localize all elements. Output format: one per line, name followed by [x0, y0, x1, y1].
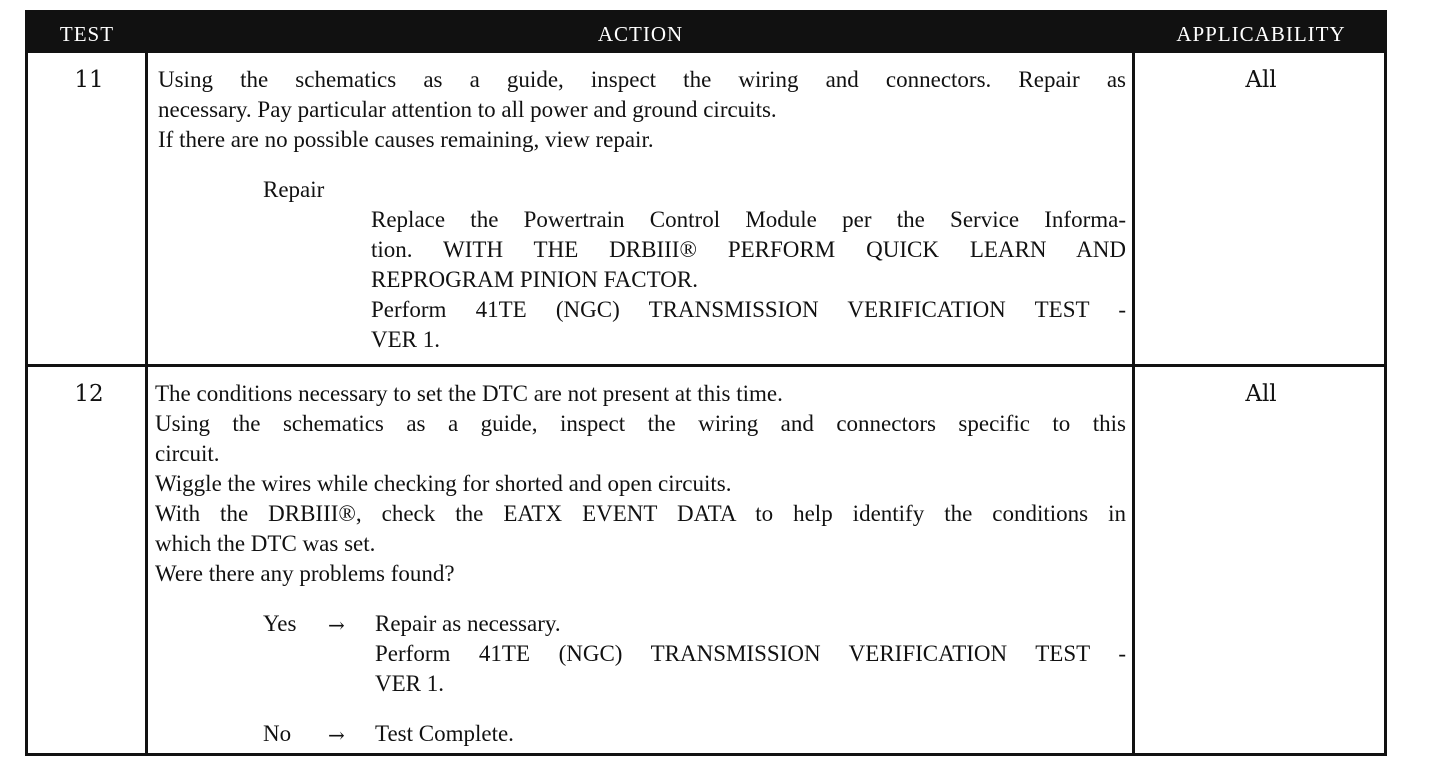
repair-label: Repair — [263, 177, 325, 202]
yes-line: Perform 41TE (NGC) TRANSMISSION VERIFICATION TEST - — [375, 641, 1126, 666]
yes-line: Repair as necessary. — [375, 611, 561, 636]
repair-line: REPROGRAM PINION FACTOR. — [371, 267, 698, 292]
repair-line: tion. WITH THE DRBIII® PERFORM QUICK LEARN AND — [371, 237, 1126, 262]
yes-line: VER 1. — [375, 671, 444, 696]
table-row-11 — [28, 53, 1384, 364]
applicability-value: All — [1245, 67, 1277, 93]
action-line: Wiggle the wires while checking for shorted and open circuits. — [155, 471, 732, 496]
no-label: No — [263, 721, 292, 746]
action-line: Using the schematics as a guide, inspect the wiring and connectors specific to this — [155, 411, 1126, 436]
table-row-12 — [28, 367, 1384, 753]
action-line: Were there any problems found? — [155, 561, 455, 586]
repair-line: Replace the Powertrain Control Module per the Service Informa- — [371, 207, 1126, 232]
test-number: 11 — [74, 67, 104, 93]
action-line: which the DTC was set. — [155, 531, 376, 556]
test-number: 12 — [74, 381, 104, 407]
header-applicability: APPLICABILITY — [1176, 22, 1346, 46]
repair-line: Perform 41TE (NGC) TRANSMISSION VERIFICATION TEST - — [371, 297, 1126, 322]
action-line: necessary. Pay particular attention to all power and ground circuits. — [158, 97, 777, 122]
action-line: If there are no possible causes remaining, view repair. — [158, 127, 654, 152]
action-line: The conditions necessary to set the DTC are not present at this time. — [155, 381, 783, 406]
header-action: ACTION — [597, 22, 684, 46]
applicability-value: All — [1245, 381, 1277, 407]
procedure-table — [25, 10, 1387, 756]
header-test: TEST — [59, 22, 115, 46]
yes-label: Yes — [263, 611, 297, 636]
action-line: With the DRBIII®, check the EATX EVENT DATA to help identify the conditions in — [155, 501, 1126, 526]
no-line: Test Complete. — [375, 721, 514, 746]
table-header — [28, 13, 1384, 53]
yes-arrow-icon: → — [328, 613, 345, 637]
action-line: Using the schematics as a guide, inspect the wiring and connectors. Repair as — [158, 67, 1126, 92]
no-arrow-icon: → — [328, 723, 345, 747]
action-line: circuit. — [155, 441, 220, 466]
repair-line: VER 1. — [371, 327, 440, 352]
